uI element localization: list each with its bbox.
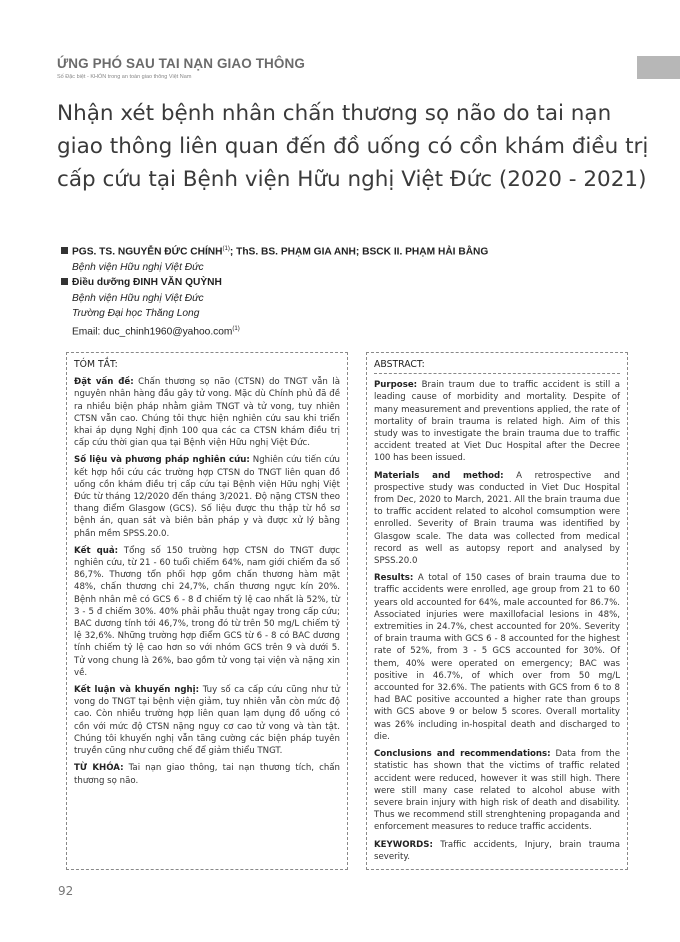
en-text: A total of 150 cases of brain trauma due to traffic accidents were enrolled, age group from 21 to 60 years old accounted for 64%, male accounted for 86.7%. Associated injuries were maxillofacial lesions in 48%, extremities in 24.7%, chest accounted for 20%. Severity of brain trauma with GCS 6 - 8 accounted for the highest rate of 52%, from 3 - 5 GCS accounted for 30%. Of them, 40% were operated on emergency; BAC was positive in 46.7%, of which over from 50 mg/L accounted for 32.6%. The patients with GCS from 6 to 8 had BAC positive accounted a higher rate than groups with GCS above 9 or below 5 scores. Overall mortality was 26% including in-hospital death and discharged to die. <box>374 573 620 742</box>
vn-label: Số liệu và phương pháp nghiên cứu: <box>74 455 250 466</box>
vn-text: Tuy số ca cấp cứu cũng như tử vong do TNGT tại bệnh viện giảm, tuy nhiên vẫn còn mức độ cao. Còn nhiều trường hợp liên quan lạm dụng đồ uống có cồn với mức độ CTSN nặng nguy cơ cao tử vong và tàn tật. Chúng tôi khuyến nghị vẫn tăng cường các biện pháp tuyên truyền cũng như cưỡng chế để giảm thiểu TNGT. <box>74 685 340 757</box>
bullet-icon <box>61 247 68 254</box>
abstract-title-vn: TÓM TẮT: <box>74 359 118 370</box>
email-text: Email: duc_chinh1960@yahoo.com <box>72 326 233 338</box>
english-abstract-box <box>366 352 628 870</box>
affiliation-3: Trường Đại học Thăng Long <box>72 308 200 320</box>
email-line <box>61 322 651 340</box>
en-text: A retrospective and prospective study was conducted in Viet Duc Hospital from Dec, 2020 to March, 2021. All the brain trauma due to traffic accident related to alcohol comsumption were enrolled. Severity of Brain trauma was identified by Glasgow scale. The data was collected from medical record as well as autopsy report and analysed by SPSS.20.0 <box>374 470 620 567</box>
email-sup: (1) <box>232 325 240 332</box>
vn-text: Tổng số 150 trường hợp CTSN do TNGT được nghiên cứu, từ 21 - 60 tuổi chiếm 64%, nam giới chiếm đa số 86,7%. Thương tổn phối hợp gồm chấn thương hàm mặt 48%, chấn thương chi 24,7%, chấn thương ngực kín 20%. Bệnh nhân mê có GCS 6 - 8 đ chiếm tỷ lệ cao nhất là 52%, từ 3 - 5 đ chiếm 30%. 40% phải phẫu thuật ngay trong cấp cứu; BAC dương tính tới 46,7%, trong đó từ trên 50 mg/L chiếm tỷ lệ 32,6%. Những trường hợp điểm GCS từ 6 - 8 có BAC dương tính chiếm tỷ lệ cao hơn so với nhóm GCS trên 9 và dưới 5. Tử vong chung là 26%, bao gồm tử vong tại viện và nặng xin về. <box>74 545 341 678</box>
article-title: Nhận xét bệnh nhân chấn thương sọ não do tai nạn giao thông liên quan đến đồ uống có cồn khám điều trị cấp cứu tại Bệnh viện Hữu nghị Việt Đức (2020 - 2021) <box>57 101 649 192</box>
section-title: ỨNG PHÓ SAU TAI NẠN GIAO THÔNG <box>57 56 305 71</box>
en-purpose <box>374 379 620 464</box>
author-name-2: Điều dưỡng ĐINH VĂN QUỲNH <box>72 277 222 289</box>
en-text: Brain traum due to traffic accident is still a leading cause of morbidity and mortality. Despite of many measurement and preventions applied, the rate of mortality of brain trauma is related high. Aim of this study was to investigate the brain trauma due to traffic accident treated at Viet Duc Hospital after the Decree 100 has been issued. <box>374 380 620 464</box>
en-label: Materials and method: <box>374 470 504 481</box>
abstract-title-en: ABSTRACT: <box>374 359 620 374</box>
vn-conclusion <box>74 684 340 757</box>
en-results <box>374 572 620 743</box>
corner-decoration <box>637 56 680 79</box>
vn-label: Đặt vấn đề: <box>74 377 134 388</box>
vn-text: Nghiên cứu tiến cứu kết hợp hồi cứu các trường hợp CTSN do TNGT liên quan đồ uống cồn khám điều trị cấp cứu tại Bệnh viện Hữu nghị Việt Đức từ tháng 12/2020 đến tháng 3/2021. Độ nặng CTSN theo thang điểm Glasgow (GCS). Số liệu được thu thập từ hồ sơ bệnh án, quan sát và biên bản pháp y và được xử lý bằng phần mềm SPSS.20.0. <box>74 455 340 539</box>
vietnamese-abstract-box <box>66 352 348 870</box>
en-conclusion <box>374 748 620 833</box>
vn-results <box>74 545 340 679</box>
en-label: Results: <box>374 573 414 584</box>
author-line-1 <box>61 242 651 260</box>
author-sup: (1) <box>222 246 230 252</box>
vn-method <box>74 454 340 539</box>
author-line-2 <box>61 275 651 291</box>
en-text: Data from the statistic has shown that the victims of traffic related accident were reduced, however it was still high. There were still many case related to alcohol abuse with severe brain injury with high risk of death and disability. Thus we recommend still strenghtening propaganda and enforcement measures to reduce traffic accidents. <box>374 749 620 833</box>
affiliation-1: Bệnh viện Hữu nghị Việt Đức <box>72 261 204 273</box>
en-keywords <box>374 839 620 863</box>
author-name-1: PGS. TS. NGUYỄN ĐỨC CHÍNH <box>72 246 223 258</box>
vn-text: Chấn thương sọ não (CTSN) do TNGT vẫn là nguyên nhân hàng đầu gây tử vong. Mặc dù Chính phủ đã đề ra nhiều biện pháp nhằm giảm TNGT và tử vong, tuy nhiên CTSN vẫn cao. Chúng tôi thực hiện nghiên cứu sau khi triển khai áp dụng Nghị định 100 qua các ca CTSN khám điều trị cấp cứu thời gian qua tại Bệnh viện Hữu nghị Việt Đức. <box>74 377 340 449</box>
en-method <box>374 470 620 568</box>
vn-keywords <box>74 762 340 786</box>
vn-label: Kết luận và khuyến nghị: <box>74 685 200 696</box>
running-header <box>57 56 305 80</box>
vn-purpose <box>74 376 340 449</box>
author-block <box>61 242 651 340</box>
en-label: Purpose: <box>374 380 418 391</box>
en-label: KEYWORDS: <box>374 839 433 850</box>
en-text: Traffic accidents, Injury, brain trauma severity. <box>374 839 620 862</box>
vn-label: TỪ KHÓA: <box>74 763 124 774</box>
author-names-rest: ; ThS. BS. PHẠM GIA ANH; BSCK II. PHẠM HẢI BẰNG <box>229 246 489 258</box>
affiliation-2: Bệnh viện Hữu nghị Việt Đức <box>72 292 204 304</box>
vn-label: Kết quả: <box>74 545 119 556</box>
page-number: 92 <box>58 884 74 898</box>
bullet-icon <box>61 278 68 285</box>
section-subtitle: Số Đặc biệt - KHÓN trong an toàn giao thông Việt Nam <box>57 74 192 80</box>
vn-text: Tai nạn giao thông, tai nạn thương tích, chấn thương sọ não. <box>74 763 340 786</box>
en-label: Conclusions and recommendations: <box>374 749 551 760</box>
